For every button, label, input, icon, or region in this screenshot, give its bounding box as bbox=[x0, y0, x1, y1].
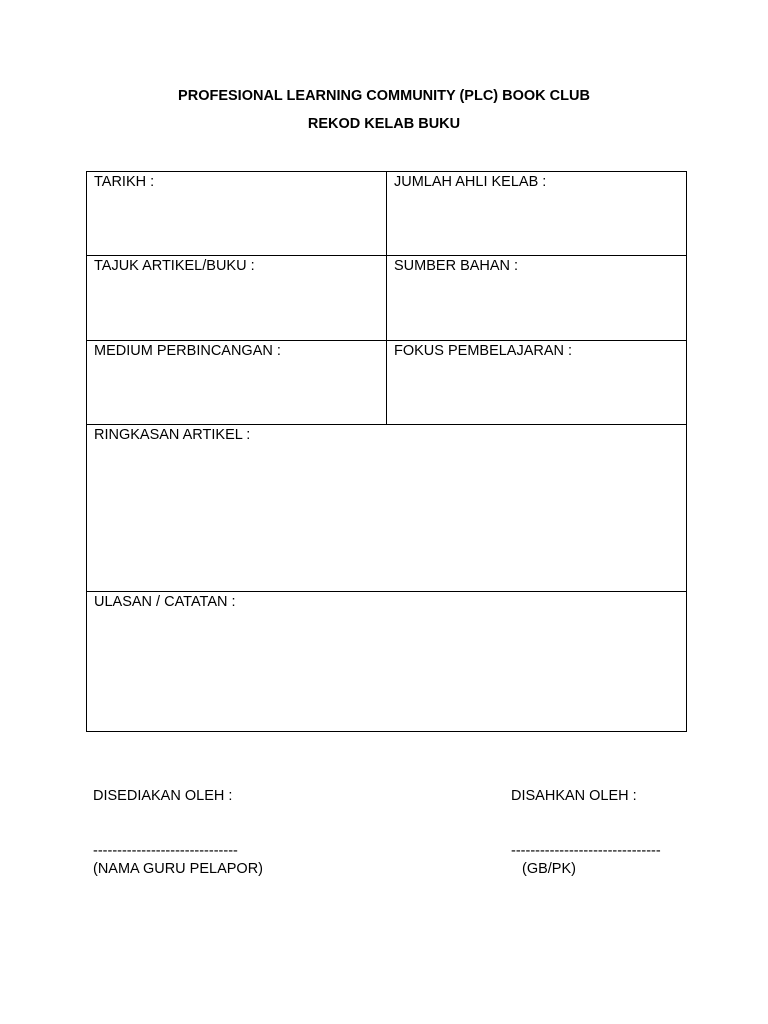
approved-by-role: (GB/PK) bbox=[522, 861, 576, 877]
field-ulasan-label: ULASAN / CATATAN : bbox=[94, 594, 236, 610]
field-tarikh-label: TARIKH : bbox=[94, 174, 155, 190]
field-sumber[interactable] bbox=[387, 256, 687, 340]
field-sumber-label: SUMBER BAHAN : bbox=[394, 258, 519, 274]
field-fokus[interactable] bbox=[387, 341, 687, 424]
approved-by-signature-line[interactable]: ------------------------------- bbox=[511, 843, 661, 859]
field-medium[interactable] bbox=[87, 341, 386, 424]
field-medium-label: MEDIUM PERBINCANGAN : bbox=[94, 343, 281, 359]
field-tajuk[interactable] bbox=[87, 256, 386, 340]
field-jumlah-ahli[interactable] bbox=[387, 172, 687, 255]
field-ulasan[interactable] bbox=[87, 592, 687, 731]
field-fokus-label: FOKUS PEMBELAJARAN : bbox=[394, 343, 573, 359]
field-tarikh[interactable] bbox=[87, 172, 386, 255]
field-tajuk-label: TAJUK ARTIKEL/BUKU : bbox=[94, 258, 255, 274]
prepared-by-role: (NAMA GURU PELAPOR) bbox=[93, 861, 263, 877]
field-jumlah-ahli-label: JUMLAH AHLI KELAB : bbox=[394, 174, 547, 190]
field-ringkasan[interactable] bbox=[87, 425, 687, 591]
document-subtitle: REKOD KELAB BUKU bbox=[307, 116, 461, 132]
prepared-by-signature-line[interactable]: ------------------------------ bbox=[93, 843, 238, 859]
prepared-by-label: DISEDIAKAN OLEH : bbox=[93, 788, 233, 804]
approved-by-label: DISAHKAN OLEH : bbox=[511, 788, 637, 804]
field-ringkasan-label: RINGKASAN ARTIKEL : bbox=[94, 427, 251, 443]
document-title: PROFESIONAL LEARNING COMMUNITY (PLC) BOOK CLUB bbox=[178, 88, 590, 104]
record-form-table bbox=[86, 171, 687, 732]
